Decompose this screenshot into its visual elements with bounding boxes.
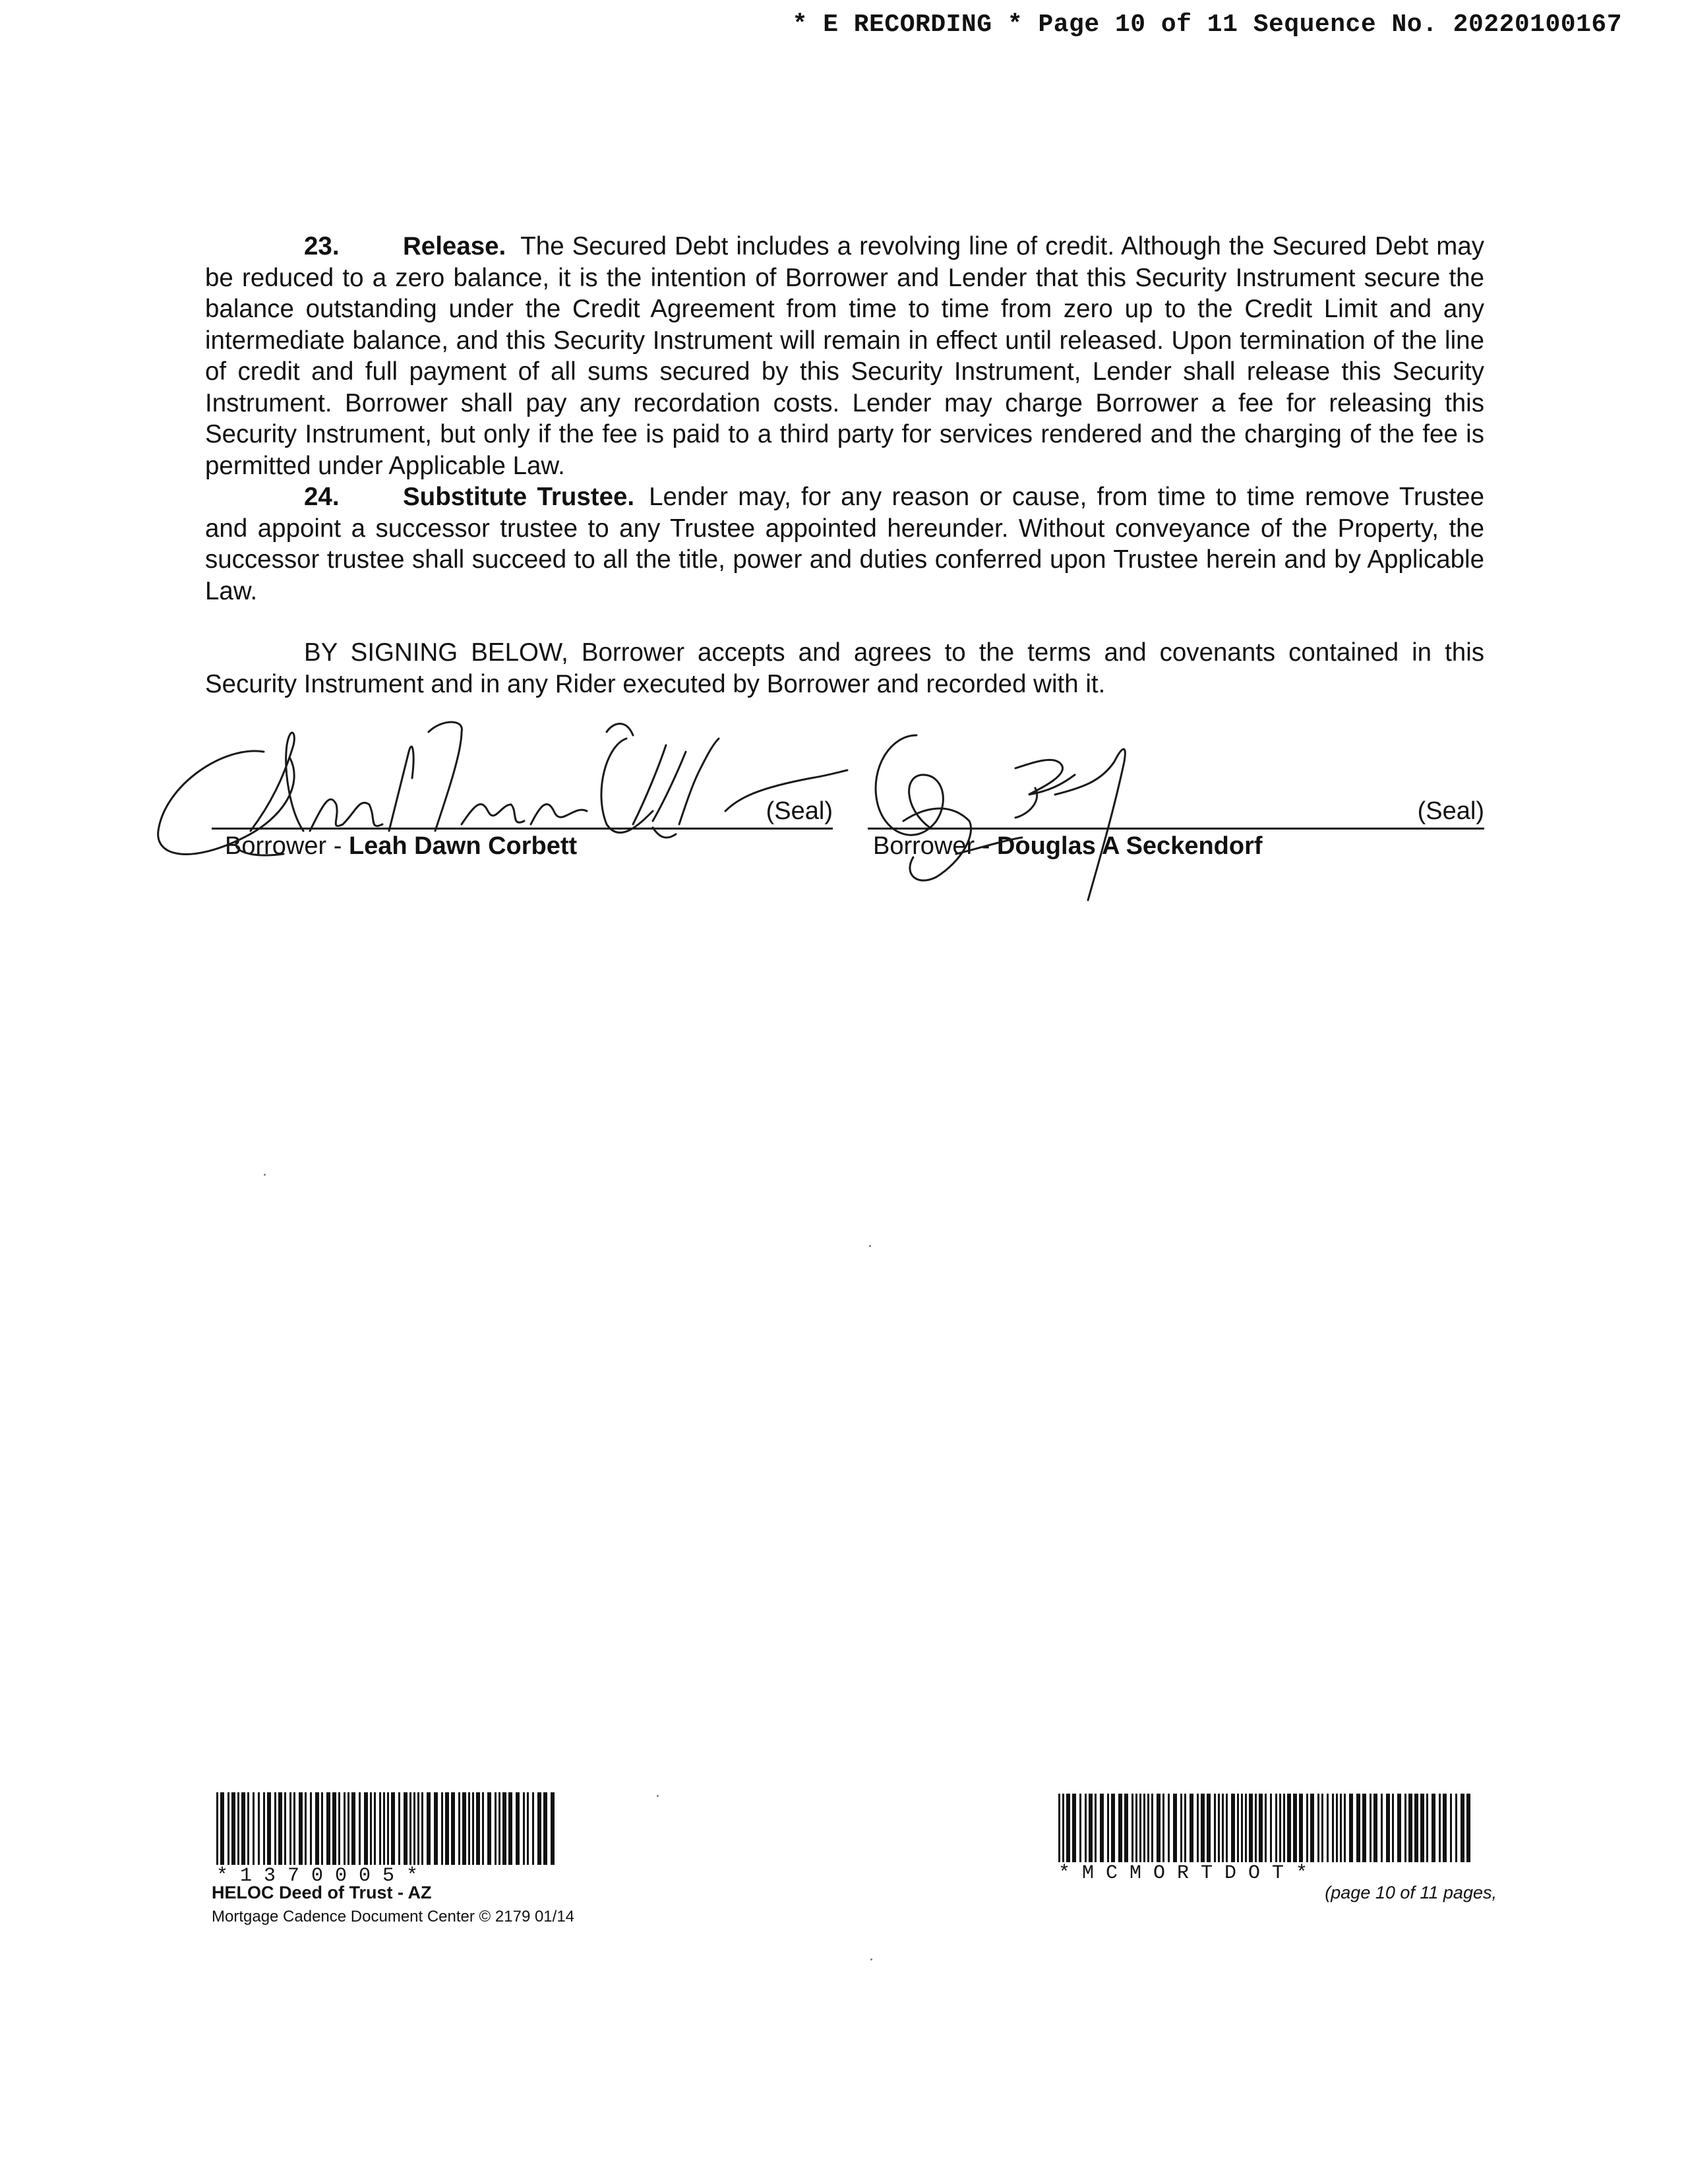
barcode-bar xyxy=(1466,1794,1470,1862)
barcode-bar xyxy=(1450,1794,1452,1862)
barcode-bar xyxy=(1231,1794,1235,1862)
paragraph-24 xyxy=(205,481,1484,607)
barcode-bar xyxy=(1310,1794,1314,1862)
barcode-bar xyxy=(1336,1794,1338,1862)
document-body xyxy=(205,231,1484,700)
barcode-bar xyxy=(315,1792,319,1865)
paragraph-text: Lender may, for any reason or cause, from time to time remove Trustee and appoint a successor trustee to any Trustee appointed hereunder. Without conveyance of the Property, the successor trustee shall succeed to all the title, power and duties conferred upon Trustee herein and by Applicable Law. xyxy=(205,483,1484,605)
barcode-bar xyxy=(216,1792,218,1865)
barcode-bar xyxy=(551,1792,555,1865)
paragraph-23 xyxy=(205,231,1484,481)
barcode-bar xyxy=(258,1792,260,1865)
barcode-bar xyxy=(1214,1794,1216,1862)
barcode-bar xyxy=(383,1792,385,1865)
barcode-bar xyxy=(498,1792,500,1865)
barcode-bar xyxy=(1131,1794,1133,1862)
barcode-bar xyxy=(274,1792,276,1865)
barcode-bar xyxy=(1201,1794,1205,1862)
barcode-bar xyxy=(364,1792,368,1865)
paragraph-title: Substitute Trustee. xyxy=(403,483,635,511)
barcode-bar xyxy=(247,1792,249,1865)
scan-speck xyxy=(657,1795,659,1797)
barcode-bar xyxy=(347,1792,349,1865)
barcode-bar xyxy=(1072,1794,1076,1862)
barcode-bar xyxy=(516,1792,520,1865)
barcode-bar xyxy=(1062,1794,1064,1862)
barcode-bar xyxy=(1344,1794,1346,1862)
barcode-bar xyxy=(1168,1794,1170,1862)
barcode-bar xyxy=(1356,1794,1360,1862)
barcode-bar xyxy=(543,1792,547,1865)
barcode-bar xyxy=(1370,1794,1372,1862)
barcode-bar xyxy=(370,1792,372,1865)
barcode-bar xyxy=(1085,1794,1087,1862)
barcode-bar xyxy=(1265,1794,1267,1862)
barcode-bar xyxy=(344,1792,346,1865)
paragraph-title: Release. xyxy=(403,232,506,260)
barcode-bar xyxy=(1420,1794,1424,1862)
barcode-bar xyxy=(1332,1794,1334,1862)
barcode-bar xyxy=(1237,1794,1239,1862)
barcode-bar xyxy=(391,1792,395,1865)
barcode-bar xyxy=(445,1792,449,1865)
barcode-bar xyxy=(1139,1794,1141,1862)
barcode-bar xyxy=(1111,1794,1115,1862)
signer-name: Douglas A Seckendorf xyxy=(996,832,1263,860)
barcode-bar xyxy=(1275,1794,1277,1862)
barcode-bar xyxy=(1190,1794,1193,1862)
barcode-bar xyxy=(231,1792,235,1865)
barcode-bar xyxy=(1443,1794,1447,1862)
barcode-bar xyxy=(267,1792,271,1865)
barcode-bar xyxy=(1373,1794,1377,1862)
form-title: HELOC Deed of Trust - AZ xyxy=(212,1883,432,1902)
scan-speck xyxy=(869,1245,871,1247)
barcode-bar xyxy=(374,1792,376,1865)
barcode-bar xyxy=(1135,1794,1137,1862)
barcode-bar xyxy=(387,1792,389,1865)
barcode-bar xyxy=(441,1792,443,1865)
barcode-bar xyxy=(1426,1794,1428,1862)
barcode-bar xyxy=(1404,1794,1406,1862)
barcode-bar xyxy=(1455,1794,1457,1862)
barcode-bar xyxy=(434,1792,438,1865)
barcode-bar xyxy=(1157,1794,1160,1862)
barcode-bar xyxy=(1362,1794,1366,1862)
barcode-bar xyxy=(532,1792,534,1865)
barcode-bar xyxy=(1279,1794,1281,1862)
barcode-bar xyxy=(321,1792,323,1865)
barcode-bar xyxy=(527,1792,529,1865)
barcode-bar xyxy=(1432,1794,1435,1862)
barcode-bar xyxy=(1255,1794,1257,1862)
barcode-bar xyxy=(1340,1794,1342,1862)
barcode-bar xyxy=(1299,1794,1303,1862)
barcode-bar xyxy=(1392,1794,1394,1862)
barcode-bar xyxy=(487,1792,491,1865)
barcode-bar xyxy=(1349,1794,1353,1862)
barcode-bar xyxy=(237,1792,239,1865)
barcode-bar xyxy=(310,1792,312,1865)
barcode-left-text: * 1 3 7 0 0 0 5 * xyxy=(216,1865,419,1887)
barcode-left xyxy=(216,1792,558,1886)
barcode-bar xyxy=(468,1792,470,1865)
barcode-bar xyxy=(427,1792,431,1865)
barcode-bar xyxy=(1079,1794,1081,1862)
signer-caption-1: Borrower - Leah Dawn Corbett xyxy=(225,832,578,860)
scan-speck xyxy=(870,1958,872,1960)
barcode-bars xyxy=(1058,1794,1472,1862)
scan-speck xyxy=(264,1174,266,1176)
barcode-bar xyxy=(1293,1794,1297,1862)
barcode-bar xyxy=(1386,1794,1390,1862)
signer-caption-2: Borrower - Douglas A Seckendorf xyxy=(873,832,1263,860)
barcode-bar xyxy=(253,1792,255,1865)
barcode-bar xyxy=(1306,1794,1308,1862)
signer-role: Borrower xyxy=(225,832,327,860)
barcode-bar xyxy=(1321,1794,1323,1862)
page-note: (page 10 of 11 pages, xyxy=(1325,1883,1497,1902)
seal-label: (Seal) xyxy=(766,797,833,825)
barcode-bar xyxy=(278,1792,282,1865)
barcode-right-text: * M C M O R T D O T * xyxy=(1058,1862,1308,1885)
barcode-bar xyxy=(1107,1794,1109,1862)
barcode-bar xyxy=(462,1792,466,1865)
paragraph-number: 24. xyxy=(304,483,340,511)
signature-douglas-a-seckendorf xyxy=(864,722,1207,913)
barcode-bar xyxy=(1259,1794,1263,1862)
barcode-bar xyxy=(495,1792,497,1865)
barcode-bar xyxy=(263,1792,265,1865)
barcode-bar xyxy=(1100,1794,1104,1862)
barcode-bar xyxy=(409,1792,411,1865)
barcode-bar xyxy=(227,1792,229,1865)
barcode-bar xyxy=(472,1792,474,1865)
barcode-bar xyxy=(351,1792,355,1865)
barcode-bar xyxy=(523,1792,525,1865)
recording-header: * E RECORDING * Page 10 of 11 Sequence No. 20220100167 xyxy=(792,11,1622,39)
barcode-bar xyxy=(421,1792,423,1865)
barcode-bar xyxy=(1184,1794,1186,1862)
barcode-bar xyxy=(1461,1794,1464,1862)
barcode-bar xyxy=(1180,1794,1182,1862)
barcode-bar xyxy=(1197,1794,1199,1862)
barcode-bar xyxy=(338,1792,340,1865)
barcode-bar xyxy=(359,1792,361,1865)
signature-leah-dawn-corbett xyxy=(152,706,851,877)
barcode-bar xyxy=(476,1792,480,1865)
barcode-bar xyxy=(1173,1794,1177,1862)
barcode-bars xyxy=(216,1792,558,1865)
barcode-bar xyxy=(458,1792,460,1865)
seal-label: (Seal) xyxy=(1417,797,1484,825)
barcode-bar xyxy=(1089,1794,1093,1862)
barcode-bar xyxy=(1058,1794,1060,1862)
barcode-bar xyxy=(1226,1794,1228,1862)
barcode-bar xyxy=(299,1792,303,1865)
barcode-bar xyxy=(1270,1794,1272,1862)
barcode-bar xyxy=(1066,1794,1070,1862)
barcode-bar xyxy=(305,1792,307,1865)
barcode-bar xyxy=(1162,1794,1164,1862)
barcode-bar xyxy=(1317,1794,1319,1862)
barcode-bar xyxy=(379,1792,381,1865)
barcode-bar xyxy=(1207,1794,1211,1862)
closing-statement xyxy=(205,637,1484,700)
barcode-bar xyxy=(241,1792,245,1865)
barcode-bar xyxy=(1222,1794,1224,1862)
closing-text: BY SIGNING BELOW, Borrower accepts and agrees to the terms and covenants contained in this Security Instrument and in any Rider executed by Borrower and recorded with it. xyxy=(205,638,1484,698)
barcode-bar xyxy=(1143,1794,1145,1862)
barcode-bar xyxy=(1241,1794,1243,1862)
barcode-bar xyxy=(1327,1794,1329,1862)
barcode-bar xyxy=(417,1792,419,1865)
barcode-bar xyxy=(398,1792,400,1865)
signer-name: Leah Dawn Corbett xyxy=(348,832,578,860)
barcode-right xyxy=(1058,1794,1472,1883)
barcode-bar xyxy=(404,1792,407,1865)
barcode-bar xyxy=(1147,1794,1149,1862)
barcode-bar xyxy=(1397,1794,1401,1862)
barcode-bar xyxy=(1283,1794,1285,1862)
barcode-bar xyxy=(332,1792,336,1865)
barcode-bar xyxy=(1408,1794,1412,1862)
barcode-bar xyxy=(1245,1794,1247,1862)
barcode-bar xyxy=(284,1792,286,1865)
barcode-bar xyxy=(1124,1794,1128,1862)
barcode-bar xyxy=(1414,1794,1418,1862)
barcode-bar xyxy=(482,1792,484,1865)
barcode-bar xyxy=(1151,1794,1153,1862)
barcode-bar xyxy=(502,1792,506,1865)
barcode-bar xyxy=(508,1792,512,1865)
barcode-bar xyxy=(1381,1794,1383,1862)
paragraph-text: The Secured Debt includes a revolving line of credit. Although the Secured Debt may be reduced to a zero balance, it is the intention of Borrower and Lender that this Security Instrument secure the balance outstanding under the Credit Agreement from time to time from zero up to the Credit Limit and any intermediate balance, and this Security Instrument will remain in effect until released. Upon termination of the line of credit and full payment of all sums secured by this Security Instrument, Lender shall release this Security Instrument. Borrower shall pay any recordation costs. Lender may charge Borrower a fee for releasing this Security Instrument, but only if the fee is paid to a third party for services rendered and the charging of the fee is permitted under Applicable Law. xyxy=(205,232,1484,480)
barcode-bar xyxy=(326,1792,330,1865)
barcode-bar xyxy=(1287,1794,1291,1862)
barcode-bar xyxy=(1095,1794,1097,1862)
barcode-bar xyxy=(293,1792,295,1865)
barcode-bar xyxy=(1218,1794,1220,1862)
form-subtitle: Mortgage Cadence Document Center © 2179 01/14 xyxy=(212,1908,575,1926)
barcode-bar xyxy=(451,1792,455,1865)
barcode-bar xyxy=(1439,1794,1441,1862)
barcode-bar xyxy=(289,1792,291,1865)
paragraph-number: 23. xyxy=(304,232,340,260)
barcode-bar xyxy=(413,1792,415,1865)
barcode-bar xyxy=(1118,1794,1122,1862)
barcode-bar xyxy=(1249,1794,1253,1862)
signer-role: Borrower xyxy=(873,832,975,860)
barcode-bar xyxy=(537,1792,541,1865)
barcode-bar xyxy=(220,1792,224,1865)
